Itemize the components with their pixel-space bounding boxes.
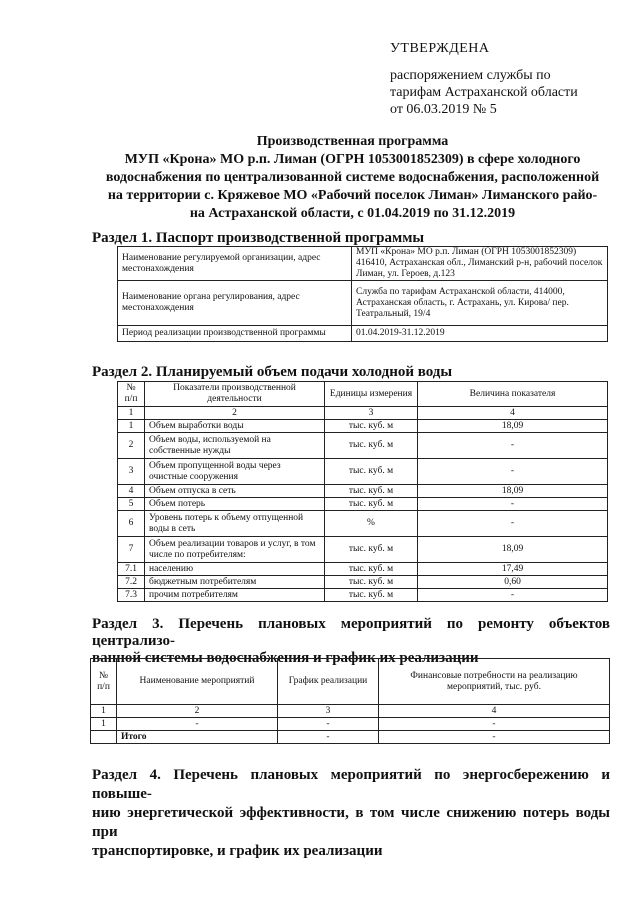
row-number: 4: [118, 485, 145, 498]
column-number-row: [118, 407, 608, 420]
passport-value: Служба по тарифам Астраханской области, 414000, Астраханская область, г. Астрахань, ул. Кирова/ пер. Театральный, 19/4: [352, 281, 608, 326]
row-number: 7.2: [118, 576, 145, 589]
row-value: 18,09: [418, 537, 608, 563]
section-4-heading: [92, 766, 610, 861]
row-value: 0,60: [418, 576, 608, 589]
title-line-3: водоснабжения по централизованной системе водоснабжения, расположенной: [105, 170, 600, 185]
header-measure-name: Наименование мероприятий: [117, 659, 278, 705]
row-unit: тыс. куб. м: [325, 563, 418, 576]
row-unit: тыс. куб. м: [325, 537, 418, 563]
row-unit: %: [325, 511, 418, 537]
row-indicator: прочим потребителям: [145, 589, 325, 602]
header-number: № п/п: [91, 659, 117, 705]
row-unit: тыс. куб. м: [325, 498, 418, 511]
title-line-2: МУП «Крона» МО р.п. Лиман (ОГРН 1053001852309) в сфере холодного: [124, 152, 581, 167]
table-row: [118, 511, 608, 537]
table-row: [91, 718, 610, 731]
total-row: [91, 731, 610, 744]
approval-title: УТВЕРЖДЕНА: [390, 41, 490, 56]
row-measure-name: -: [117, 718, 278, 731]
table-row: [118, 498, 608, 511]
column-number: 2: [117, 705, 278, 718]
passport-label: Наименование регулируемой организации, адрес местонахождения: [118, 247, 352, 281]
section-3-heading-line-1: Раздел 3. Перечень плановых мероприятий по ремонту объектов централизо-: [92, 616, 610, 649]
column-number: 2: [145, 407, 325, 420]
title-line-5: на Астраханской области, с 01.04.2019 по 31.12.2019: [189, 206, 516, 221]
row-value: 18,09: [418, 420, 608, 433]
row-schedule: -: [278, 718, 379, 731]
table-row: [118, 589, 608, 602]
section-2-heading: Раздел 2. Планируемый объем подачи холодной воды: [92, 364, 453, 380]
passport-value: 01.04.2019-31.12.2019: [352, 326, 608, 342]
table-row: [118, 420, 608, 433]
row-indicator: Объем отпуска в сеть: [145, 485, 325, 498]
total-label: Итого: [117, 731, 278, 744]
column-number-row: [91, 705, 610, 718]
row-number: 6: [118, 511, 145, 537]
passport-row: [118, 281, 608, 326]
row-indicator: Объем потерь: [145, 498, 325, 511]
row-value: 17,49: [418, 563, 608, 576]
row-indicator: бюджетным потребителям: [145, 576, 325, 589]
row-value: -: [418, 498, 608, 511]
approval-block: [390, 40, 578, 118]
row-value: -: [418, 589, 608, 602]
header-number: № п/п: [118, 382, 145, 407]
row-finance: -: [379, 718, 610, 731]
row-number: 3: [118, 459, 145, 485]
column-number: 3: [278, 705, 379, 718]
row-unit: тыс. куб. м: [325, 433, 418, 459]
row-indicator: Объем реализации товаров и услуг, в том числе по потребителям:: [145, 537, 325, 563]
row-indicator: Объем воды, используемой на собственные нужды: [145, 433, 325, 459]
column-number: 3: [325, 407, 418, 420]
row-number: 1: [91, 718, 117, 731]
table-header-row: [118, 382, 608, 407]
section-4-heading-line-2: нию энергетической эффективности, в том числе снижению потерь воды при: [92, 805, 610, 840]
header-finance: Финансовые потребности на реализацию мероприятий, тыс. руб.: [379, 659, 610, 705]
section-3-heading-line-2: ванной системы водоснабжения и график их реализации: [92, 650, 479, 666]
section-4-heading-line-1: Раздел 4. Перечень плановых мероприятий по энергосбережению и повыше-: [92, 767, 610, 802]
row-number: 1: [118, 420, 145, 433]
row-value: 18,09: [418, 485, 608, 498]
header-unit: Единицы измерения: [325, 382, 418, 407]
row-number: 7.3: [118, 589, 145, 602]
total-finance: -: [379, 731, 610, 744]
total-schedule: -: [278, 731, 379, 744]
water-supply-table: [117, 381, 608, 602]
section-1-heading: Раздел 1. Паспорт производственной программы: [92, 230, 425, 246]
row-indicator: населению: [145, 563, 325, 576]
row-indicator: Объем пропущенной воды через очистные сооружения: [145, 459, 325, 485]
column-number: 1: [91, 705, 117, 718]
table-header-row: [91, 659, 610, 705]
row-number: 7.1: [118, 563, 145, 576]
row-unit: тыс. куб. м: [325, 485, 418, 498]
header-value: Величина показателя: [418, 382, 608, 407]
table-row: [118, 563, 608, 576]
row-number: 5: [118, 498, 145, 511]
passport-label: Наименование органа регулирования, адрес местонахождения: [118, 281, 352, 326]
passport-row: [118, 326, 608, 342]
title-line-4: на территории с. Кряжевое МО «Рабочий поселок Лиман» Лиманского райо-: [107, 188, 598, 203]
row-unit: тыс. куб. м: [325, 589, 418, 602]
passport-table: [117, 246, 608, 342]
row-unit: тыс. куб. м: [325, 576, 418, 589]
repair-measures-table: [90, 658, 610, 744]
header-schedule: График реализации: [278, 659, 379, 705]
document-title: [95, 133, 610, 223]
row-indicator: Уровень потерь к объему отпущенной воды в сеть: [145, 511, 325, 537]
table-row: [118, 537, 608, 563]
row-indicator: Объем выработки воды: [145, 420, 325, 433]
table-row: [118, 459, 608, 485]
column-number: 1: [118, 407, 145, 420]
passport-row: [118, 247, 608, 281]
header-indicator: Показатели производственной деятельности: [145, 382, 325, 407]
passport-label: Период реализации производственной программы: [118, 326, 352, 342]
title-line-1: Производственная программа: [256, 134, 449, 149]
table-row: [118, 576, 608, 589]
approval-line-3: от 06.03.2019 № 5: [390, 102, 497, 117]
row-value: -: [418, 433, 608, 459]
row-unit: тыс. куб. м: [325, 420, 418, 433]
passport-value: МУП «Крона» МО р.п. Лиман (ОГРН 1053001852309) 416410, Астраханская обл., Лиманский р-н, рабочий поселок Лиман, ул. Героев, д.123: [352, 247, 608, 281]
row-number: 2: [118, 433, 145, 459]
section-4-heading-line-3: транспортировке, и график их реализации: [92, 843, 383, 859]
row-number: 7: [118, 537, 145, 563]
table-row: [118, 485, 608, 498]
table-row: [118, 433, 608, 459]
column-number: 4: [379, 705, 610, 718]
approval-line-2: тарифам Астраханской области: [390, 85, 578, 100]
approval-line-1: распоряжением службы по: [390, 68, 551, 83]
column-number: 4: [418, 407, 608, 420]
row-value: -: [418, 511, 608, 537]
row-unit: тыс. куб. м: [325, 459, 418, 485]
row-value: -: [418, 459, 608, 485]
